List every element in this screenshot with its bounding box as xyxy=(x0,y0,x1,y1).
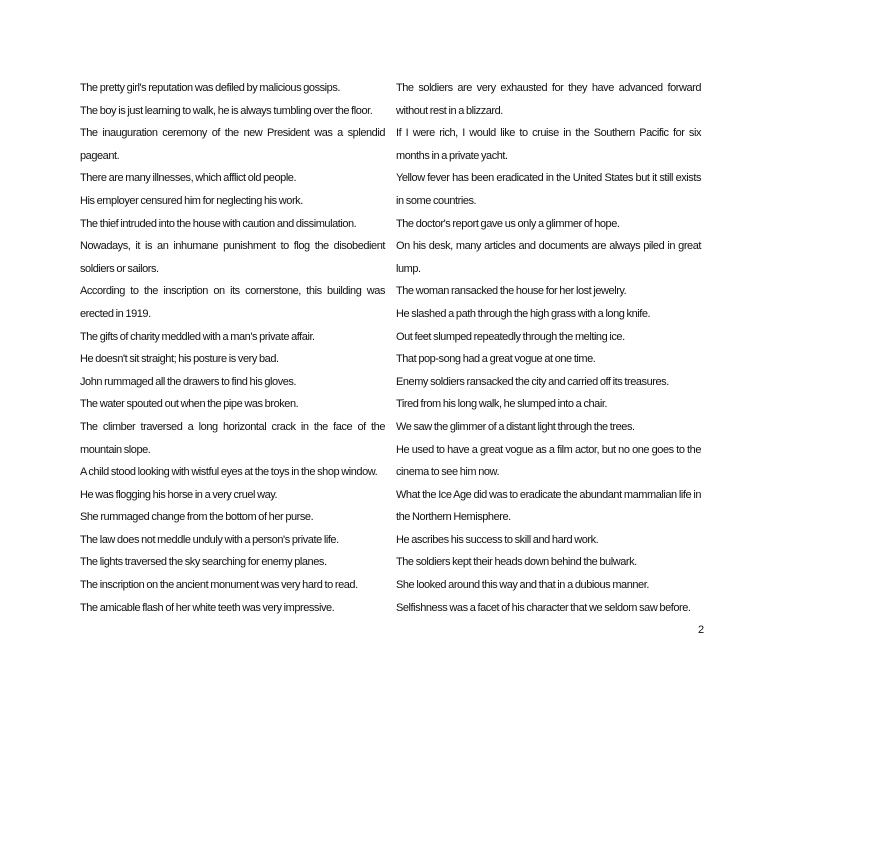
right-sentence-column xyxy=(396,77,701,619)
sentence: Nowadays, it is an inhumane punishment to flog the disobedient soldiers or sailors. xyxy=(80,240,385,275)
sentence: That pop-song had a great vogue at one time. xyxy=(396,353,596,366)
sentence: According to the inscription on its cornerstone, this building was erected in 1919. xyxy=(80,285,385,320)
sentence: Out feet slumped repeatedly through the melting ice. xyxy=(396,330,625,343)
sentence: Enemy soldiers ransacked the city and carried off its treasures. xyxy=(396,375,669,388)
sentence: On his desk, many articles and documents are always piled in great lump. xyxy=(396,240,701,275)
sentence: He used to have a great vogue as a film actor, but no one goes to the cinema to see him now. xyxy=(396,443,701,479)
sentence: John rummaged all the drawers to find his gloves. xyxy=(80,375,297,388)
sentence: The inauguration ceremony of the new President was a splendid pageant. xyxy=(80,127,385,162)
sentence: The water spouted out when the pipe was broken. xyxy=(80,398,299,411)
sentence: A child stood looking with wistful eyes at the toys in the shop window. xyxy=(80,466,378,479)
page-number: 2 xyxy=(698,624,705,636)
sentence: The pretty girl's reputation was defiled by malicious gossips. xyxy=(80,82,341,94)
sentence: His employer censured him for neglecting his work. xyxy=(80,194,303,207)
sentence: The woman ransacked the house for her lost jewelry. xyxy=(396,285,627,298)
sentence: The soldiers kept their heads down behind the bulwark. xyxy=(396,556,637,569)
sentence: The inscription on the ancient monument was very hard to read. xyxy=(80,579,358,592)
sentence: There are many illnesses, which afflict old people. xyxy=(80,172,297,185)
sentence: The soldiers are very exhausted for they have advanced forward without rest in a blizzard. xyxy=(396,82,701,117)
sentence: Tired from his long walk, he slumped into a chair. xyxy=(396,398,608,411)
sentence: He doesn't sit straight; his posture is very bad. xyxy=(80,353,279,366)
sentence: He was flogging his horse in a very cruel way. xyxy=(80,488,278,501)
sentence: The lights traversed the sky searching for enemy planes. xyxy=(80,556,327,569)
sentence: The thief intruded into the house with caution and dissimulation. xyxy=(80,217,357,230)
sentence: The gifts of charity meddled with a man's private affair. xyxy=(80,330,315,343)
sentence: If I were rich, I would like to cruise in the Southern Pacific for six months in a private yacht. xyxy=(396,127,701,162)
sentence: Yellow fever has been eradicated in the United States but it still exists in some countries. xyxy=(396,172,701,207)
sentence: Selfishness was a facet of his character that we seldom saw before. xyxy=(396,601,691,614)
sentence: What the Ice Age did was to eradicate the abundant mammalian life in the Northern Hemisphere. xyxy=(396,488,701,524)
left-sentence-column xyxy=(80,77,385,619)
sentence: She rummaged change from the bottom of her purse. xyxy=(80,511,314,524)
sentence: He slashed a path through the high grass with a long knife. xyxy=(396,307,651,320)
sentence: We saw the glimmer of a distant light through the trees. xyxy=(396,420,635,433)
sentence: The climber traversed a long horizontal crack in the face of the mountain slope. xyxy=(80,420,385,456)
sentence: The law does not meddle unduly with a person's private life. xyxy=(80,533,339,546)
sentence: The amicable flash of her white teeth was very impressive. xyxy=(80,601,335,614)
sentence: The boy is just learning to walk, he is always tumbling over the floor. xyxy=(80,104,373,117)
sentence: She looked around this way and that in a dubious manner. xyxy=(396,579,649,592)
sentence: He ascribes his success to skill and hard work. xyxy=(396,533,599,546)
sentence: The doctor's report gave us only a glimmer of hope. xyxy=(396,217,620,230)
